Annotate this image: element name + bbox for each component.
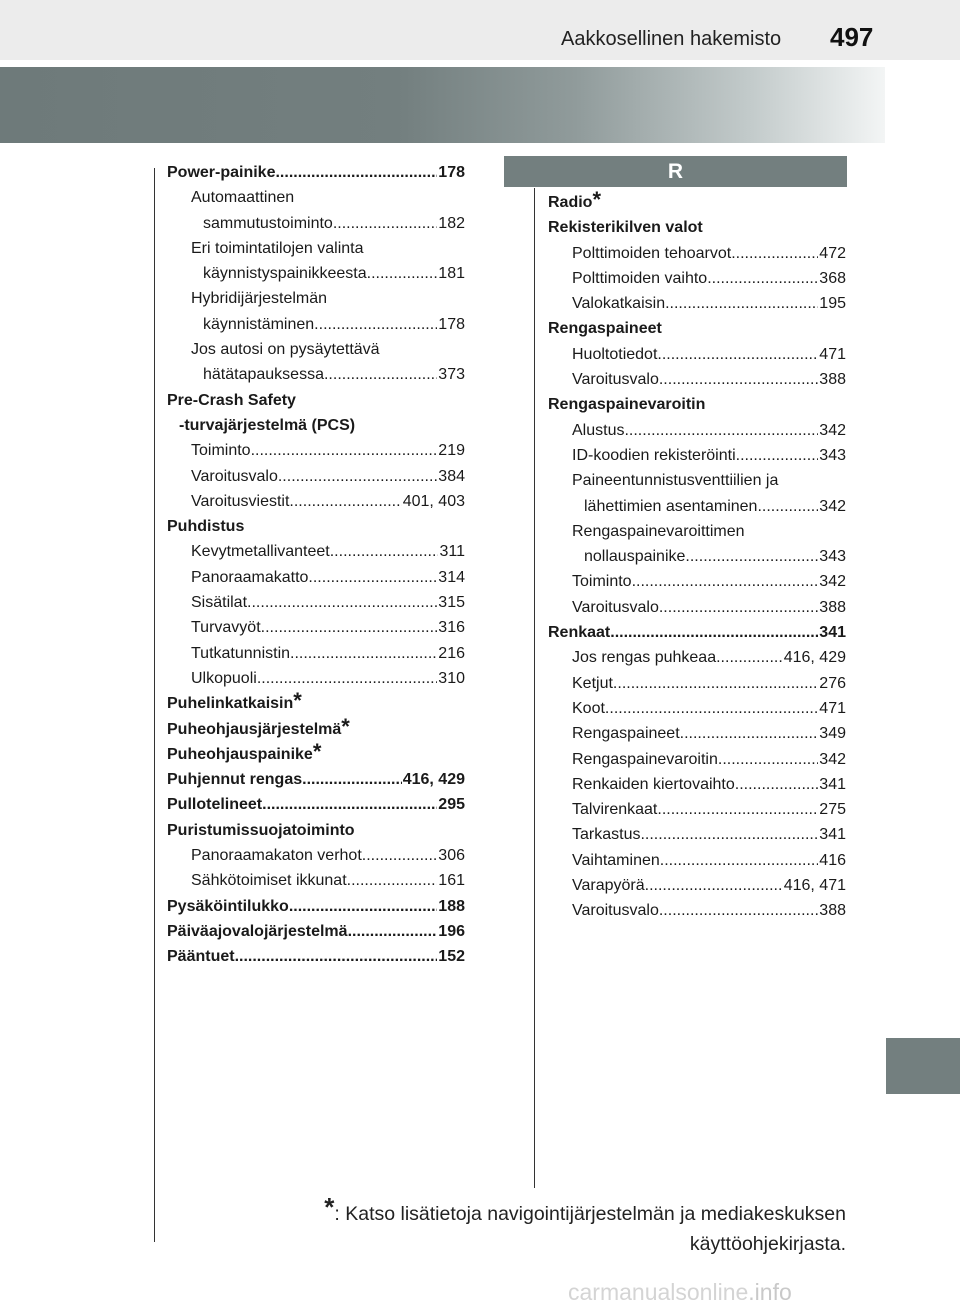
index-entry [167,185,465,210]
page-reference: 416, 429 [783,649,846,667]
page-reference: 341 [819,775,846,793]
index-entry: Puheohjausjärjestelmä * [167,717,465,742]
page-reference: 181 [438,265,465,283]
index-entry [548,544,846,569]
index-entry [167,615,465,640]
index-entry [548,797,846,822]
leader-dots [605,696,818,721]
index-term: Valokatkaisin [572,295,666,313]
index-term: Puhjennut rengas [167,771,303,789]
index-entry [167,236,465,261]
index-term: Ketjut [572,674,613,692]
leader-dots [308,565,437,590]
chapter-banner [0,67,885,143]
index-entry [167,211,465,236]
page-reference: 216 [438,644,465,662]
index-term: ID-koodien rekisteröinti [572,446,736,464]
index-column-left [167,160,465,970]
page-reference: 188 [438,897,465,915]
index-entry [167,919,465,944]
section-letter-header: R [504,156,847,187]
page-reference: 416, 471 [783,877,846,895]
index-term: Puheohjausjärjestelmä [167,720,342,738]
index-entry [548,721,846,746]
page-reference: 341 [819,624,846,642]
index-term: Kevytmetallivanteet [191,543,330,561]
leader-dots [659,595,818,620]
page-reference: 373 [438,366,465,384]
index-entry [548,367,846,392]
leader-dots [367,261,438,286]
index-term: Vaihtaminen [572,851,660,869]
page-number: 497 [830,22,874,52]
index-term: Varoitusvalo [572,371,659,389]
leader-dots [610,620,818,645]
watermark-text: carmanualsonline [568,1279,749,1305]
index-entry [167,590,465,615]
index-entry [167,489,465,514]
leader-dots [731,241,818,266]
index-term: Jos rengas puhkeaa [572,649,717,667]
leader-dots [665,291,818,316]
index-term: Varoitusvalo [191,467,278,485]
footnote-line-2: käyttöohjekirjasta. [689,1233,846,1255]
index-term: Alustus [572,421,625,439]
leader-dots [347,868,438,893]
index-entry [548,468,846,493]
page-reference: 341 [819,826,846,844]
leader-dots [657,797,818,822]
page-reference: 416, 429 [402,771,465,789]
index-entry [548,671,846,696]
index-term: Puheohjauspainike [167,745,313,763]
leader-dots [632,569,819,594]
index-entry [167,818,465,843]
index-term: nollauspainike [584,548,686,566]
page-reference: 401, 403 [402,492,465,510]
leader-dots [261,615,438,640]
page-reference: 384 [438,467,465,485]
page-reference: 310 [438,669,465,687]
index-term: hätätapauksessa [203,366,324,384]
index-entry [167,539,465,564]
index-entry [548,645,846,670]
page-reference: 306 [438,847,465,865]
leader-dots [330,539,439,564]
index-term: Rengaspaineet [548,320,662,338]
leader-dots [613,671,818,696]
leader-dots [302,767,402,792]
index-entry [167,312,465,337]
index-entry [548,316,846,341]
index-entry [548,215,846,240]
index-entry [167,286,465,311]
index-term: sammutustoiminto [203,214,333,232]
index-term: Koot [572,699,605,717]
index-term: Automaattinen [191,189,295,207]
index-term: Panoraamakaton verhot [191,847,362,865]
footnote [226,1192,846,1259]
page-reference: 342 [819,573,846,591]
index-term: lähettimien asentaminen [584,497,758,515]
leader-dots [235,944,438,969]
leader-dots [324,362,437,387]
index-term: Toiminto [191,442,251,460]
leader-dots [718,747,818,772]
index-term: Renkaat [548,624,611,642]
leader-dots [716,645,783,670]
page-reference: 182 [438,214,465,232]
index-entry [548,822,846,847]
leader-dots [659,898,818,923]
index-entry [167,438,465,463]
leader-dots [657,342,818,367]
leader-dots [707,266,818,291]
index-entry [167,464,465,489]
index-term: Panoraamakatto [191,568,309,586]
leader-dots [289,489,401,514]
index-term: Pre-Crash Safety [167,391,296,409]
index-entry [548,772,846,797]
index-term: Rengaspainevaroitin [548,396,706,414]
index-entry [167,894,465,919]
index-term: Hybridijärjestelmän [191,290,328,308]
leader-dots [333,211,437,236]
page-reference: 178 [438,315,465,333]
index-entry [548,873,846,898]
page-reference: 471 [819,699,846,717]
leader-dots [257,666,437,691]
index-entry [167,160,465,185]
index-term: Pullotelineet [167,796,263,814]
index-term: -turvajärjestelmä (PCS) [179,416,356,434]
leader-dots [685,544,818,569]
index-column-right [548,187,846,924]
page-reference: 276 [819,674,846,692]
index-entry [167,413,465,438]
index-term: Puhelinkatkaisin [167,695,294,713]
page-reference: 368 [819,269,846,287]
index-entry [167,843,465,868]
index-entry: Puheohjauspainike * [167,742,465,767]
index-entry [167,337,465,362]
header-bar [0,0,960,60]
index-entry [167,868,465,893]
page-reference: 219 [438,442,465,460]
index-term: käynnistäminen [203,315,315,333]
index-term: Tutkatunnistin [191,644,291,662]
chapter-side-tab [886,1038,960,1094]
index-term: Puristumissuojatoiminto [167,821,355,839]
index-term: Sähkötoimiset ikkunat [191,872,347,890]
index-entry [548,848,846,873]
leader-dots [247,590,437,615]
leader-dots [645,873,783,898]
index-entry [548,241,846,266]
index-entry [548,620,846,645]
index-term: Ulkopuoli [191,669,257,687]
index-term: Varoitusvalo [572,902,659,920]
page-reference: 196 [438,922,465,940]
index-entry: Puhelinkatkaisin * [167,691,465,716]
index-entry: Radio * [548,190,846,215]
index-term: Talvirenkaat [572,801,658,819]
index-term: Varoitusvalo [572,598,659,616]
page-reference: 315 [438,594,465,612]
index-term: Power-painike [167,164,276,181]
page-reference: 388 [819,902,846,920]
index-entry [167,792,465,817]
leader-dots [640,822,818,847]
leader-dots [680,721,819,746]
watermark-suffix: .info [748,1279,792,1305]
index-term: Eri toimintatilojen valinta [191,239,364,257]
page-reference: 416 [819,851,846,869]
leader-dots [289,894,437,919]
leader-dots [362,843,438,868]
column-divider [534,188,535,1188]
watermark [568,1279,792,1306]
page-reference: 152 [438,948,465,966]
page-reference: 195 [819,295,846,313]
index-entry [548,342,846,367]
leader-dots [660,848,819,873]
page-title: Aakkosellinen hakemisto [561,28,782,50]
index-entry [167,565,465,590]
index-entry [548,418,846,443]
page-reference: 314 [438,568,465,586]
index-entry [548,569,846,594]
index-term: Polttimoiden tehoarvot [572,244,732,262]
index-term: Rengaspainevaroitin [572,750,718,768]
index-entry [548,392,846,417]
index-term: Puhdistus [167,518,245,536]
footnote-text-1: : Katso lisätietoja navigointijärjestelmän ja mediakeskuksen [334,1203,846,1225]
index-term: Tarkastus [572,826,641,844]
index-entry [167,514,465,539]
index-term: käynnistyspainikkeesta [203,265,367,283]
index-entry [167,944,465,969]
index-entry [167,362,465,387]
index-term: Polttimoiden vaihto [572,269,708,287]
index-term: Paineentunnistusventtiilien ja [572,472,779,490]
index-term: Toiminto [572,573,632,591]
index-term: Varapyörä [572,877,645,895]
page-reference: 471 [819,345,846,363]
index-term: Renkaiden kiertovaihto [572,775,735,793]
page-reference: 342 [819,421,846,439]
page-reference: 178 [438,164,465,181]
index-term: Sisätilat [191,594,248,612]
index-term: Jos autosi on pysäytettävä [191,341,380,359]
page-reference: 311 [439,543,465,561]
page-reference: 472 [819,244,846,262]
left-margin-line [154,168,155,1242]
leader-dots [757,494,818,519]
index-entry [548,519,846,544]
leader-dots [262,792,437,817]
index-entry [548,747,846,772]
index-entry [548,494,846,519]
index-entry [548,898,846,923]
index-term: Rekisterikilven valot [548,219,703,237]
index-entry [167,666,465,691]
index-entry [548,696,846,721]
page-reference: 316 [438,619,465,637]
leader-dots [278,464,437,489]
page-reference: 343 [819,446,846,464]
page-reference: 342 [819,750,846,768]
page-reference: 349 [819,725,846,743]
index-term: Rengaspainevaroittimen [572,522,745,540]
index-entry [548,443,846,468]
index-entry [167,261,465,286]
index-entry [167,641,465,666]
index-entry [167,388,465,413]
index-term: Pääntuet [167,948,235,966]
page-reference: 295 [438,796,465,814]
index-term: Radio [548,194,593,211]
leader-dots [314,312,437,337]
leader-dots [251,438,438,463]
index-term: Päiväajovalojärjestelmä [167,922,348,940]
index-term: Turvavyöt [191,619,261,637]
index-term: Pysäköintilukko [167,897,289,915]
footnote-line-1 [226,1192,846,1229]
leader-dots [735,772,819,797]
index-entry [548,595,846,620]
index-term: Huoltotiedot [572,345,658,363]
page-reference: 342 [819,497,846,515]
page-reference: 388 [819,598,846,616]
index-entry [548,291,846,316]
index-term: Rengaspaineet [572,725,680,743]
index-term: Varoitusviestit [191,492,290,510]
leader-dots [624,418,818,443]
leader-dots [348,919,438,944]
footnote-star: * [324,1192,335,1222]
leader-dots [736,443,819,468]
page-reference: 161 [438,872,465,890]
index-entry [548,266,846,291]
page-reference: 343 [819,548,846,566]
leader-dots [290,641,437,666]
leader-dots [659,367,818,392]
leader-dots [275,160,437,185]
index-entry [167,767,465,792]
page-reference: 275 [819,801,846,819]
page-reference: 388 [819,371,846,389]
